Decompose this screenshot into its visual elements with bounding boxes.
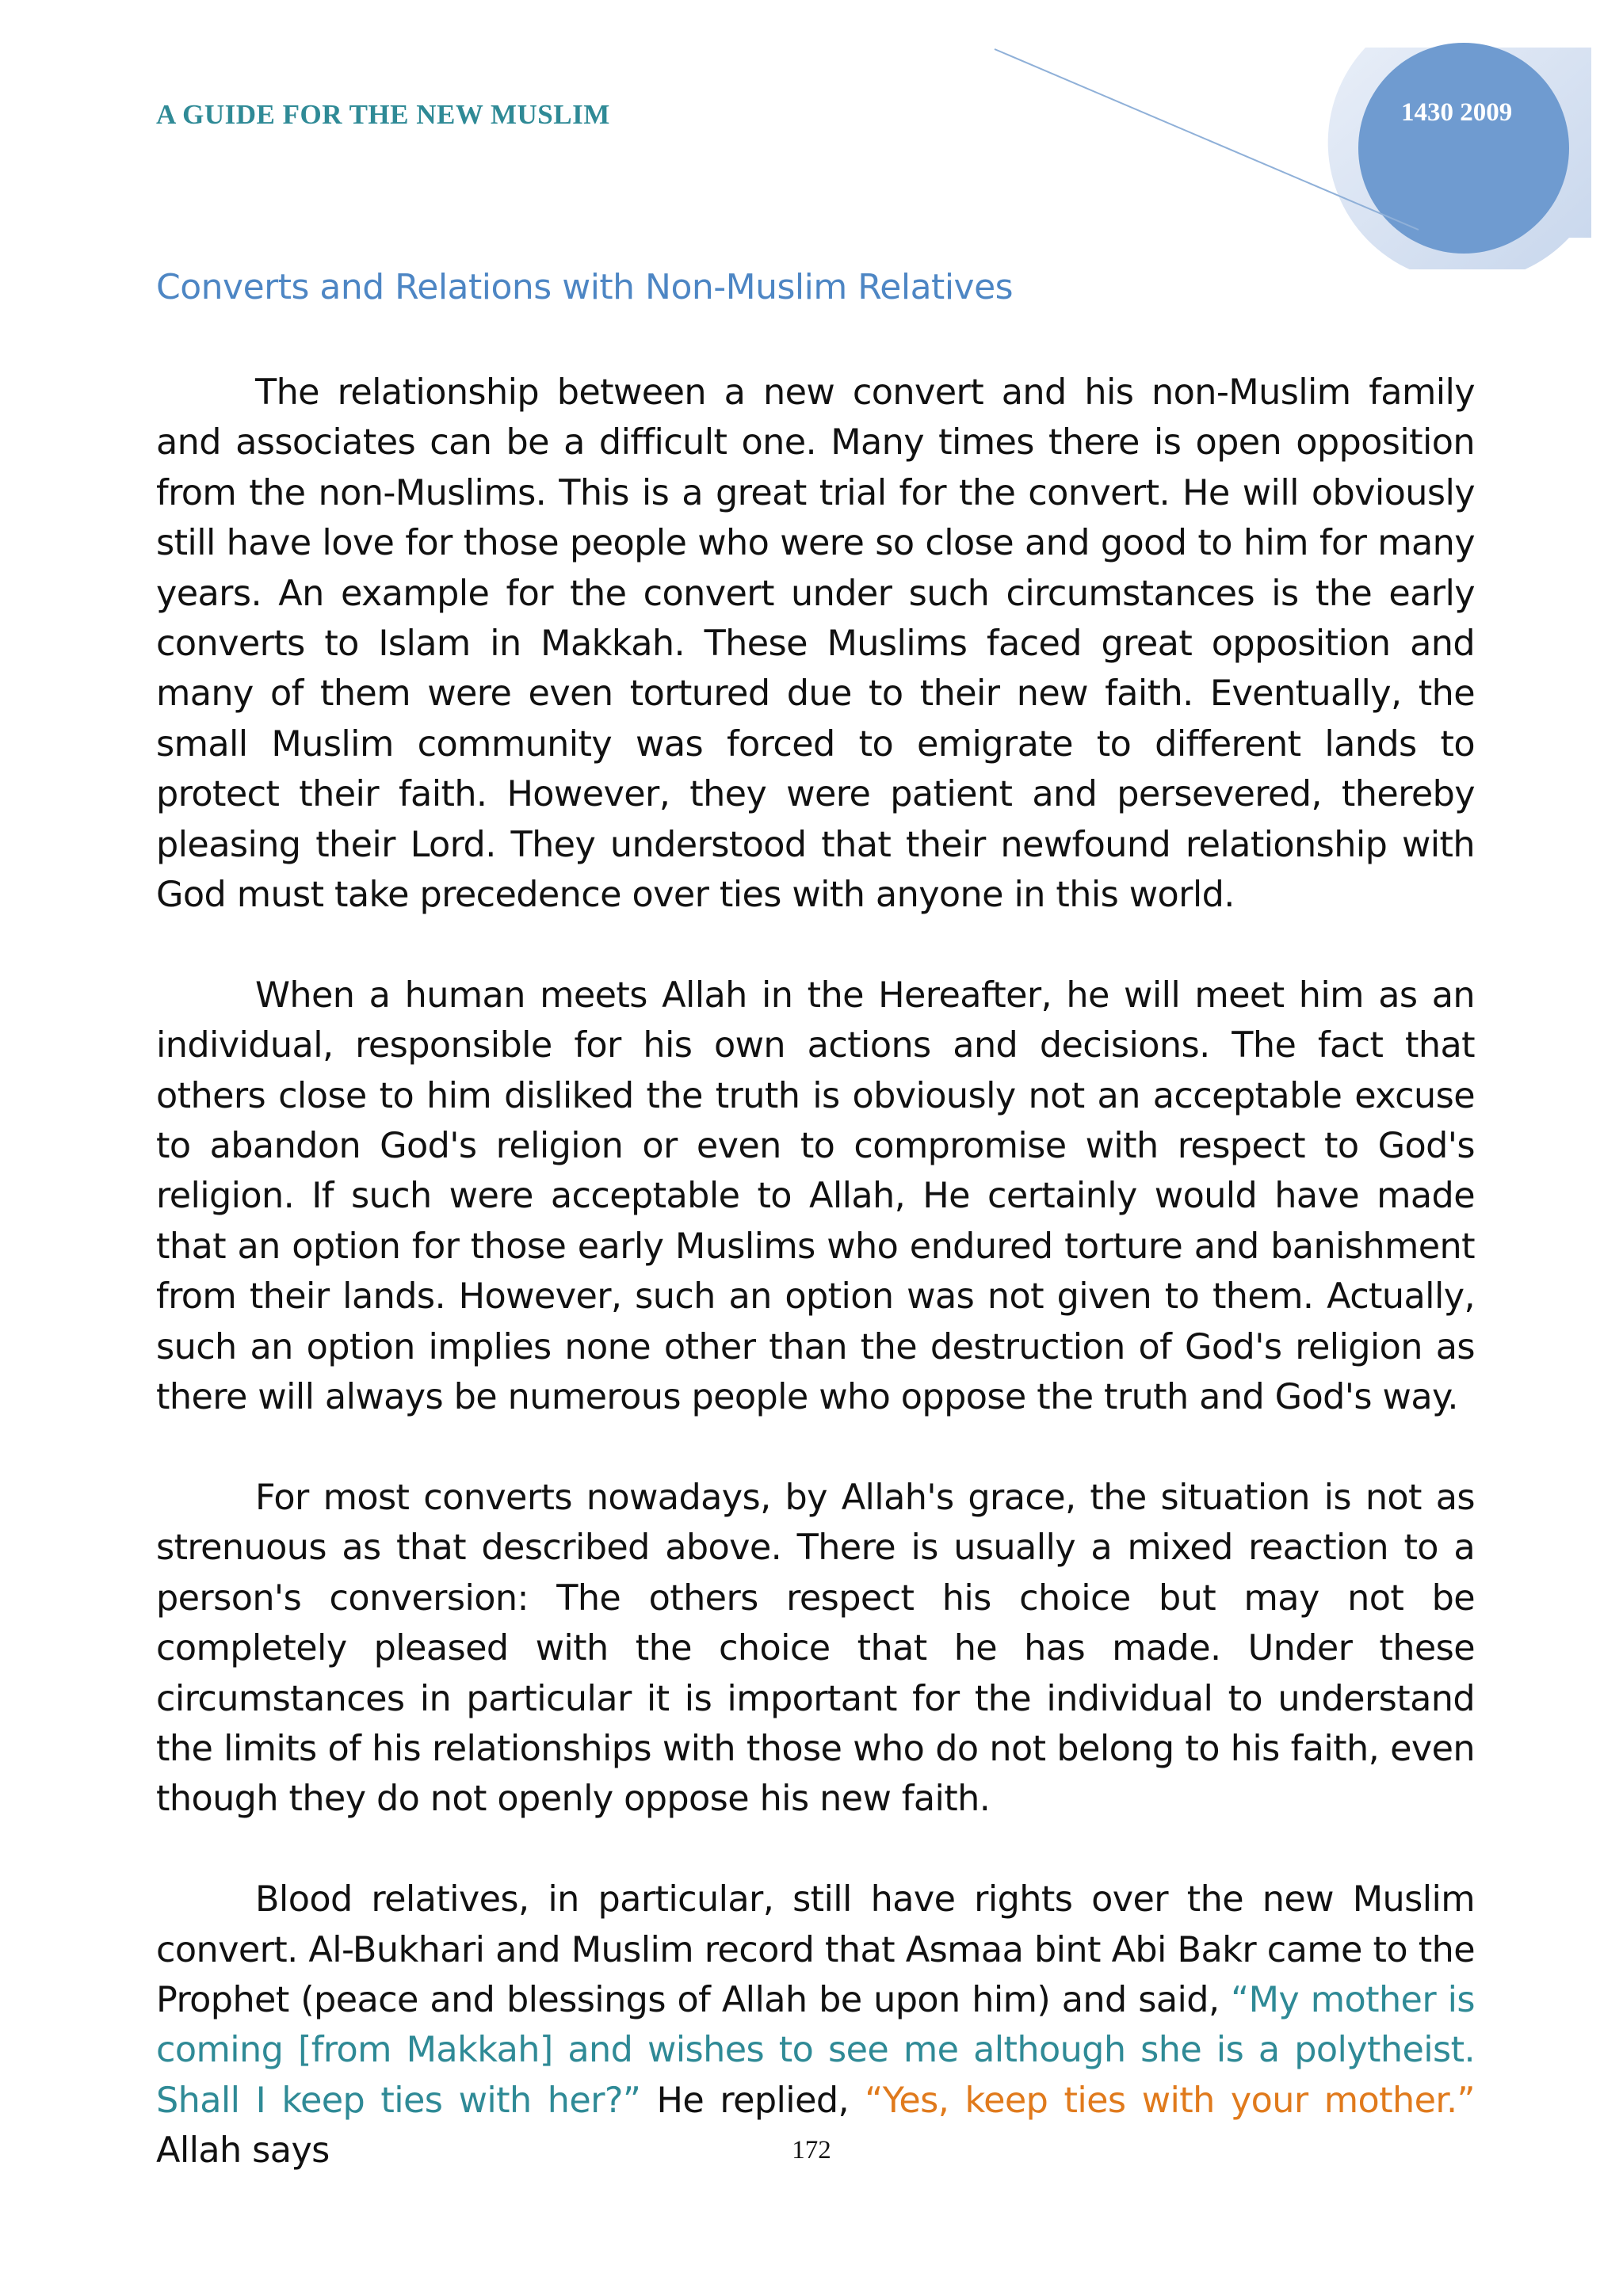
header-years: 1430 2009 bbox=[1401, 98, 1513, 127]
header-decoration bbox=[0, 0, 1623, 269]
paragraph-4-middle: He replied, bbox=[640, 2080, 865, 2121]
paragraph-4 bbox=[156, 1875, 1475, 2176]
asmaa-quote: “My mother is coming [from Makkah] and wishes to see me although she is a polytheist. Shall I keep ties with her?” bbox=[156, 1979, 1475, 2121]
paragraph-2: When a human meets Allah in the Hereafter, he will meet him as an individual, responsible for his own actions and decisions. The fact that others close to him disliked the truth is obviously not an acceptable excuse to abandon God's religion or even to compromise with respect to God's religion. If such were acceptable to Allah, He certainly would have made that an option for those early Muslims who endured torture and banishment from their lands. However, such an option was not given to them. Actually, such an option implies none other than the destruction of God's religion as there will always be numerous people who oppose the truth and God's way. bbox=[156, 974, 1475, 1418]
section-title: Converts and Relations with Non-Muslim Relatives bbox=[156, 267, 1014, 307]
prophet-quote: “Yes, keep ties with your mother.” bbox=[865, 2080, 1475, 2121]
paragraph-4-intro: Blood relatives, in particular, still have rights over the new Muslim convert. Al-Bukhari and Muslim record that Asmaa bint Abi Bakr came to the Prophet (peace and blessings of Allah be upon him) and said, bbox=[156, 1879, 1475, 2020]
decorative-circle bbox=[1358, 43, 1569, 254]
paragraph-4-ending: Allah says bbox=[156, 2130, 330, 2172]
paragraph-3: For most converts nowadays, by Allah's grace, the situation is not as strenuous as that described above. There is usually a mixed reaction to a person's conversion: The others respect his choice but may not be completely pleased with the choice that he has made. Under these circumstances in particular it is important for the individual to understand the limits of his relationships with those who do not belong to his faith, even though they do not openly oppose his new faith. bbox=[156, 1477, 1475, 1820]
body-text bbox=[156, 368, 1475, 2226]
paragraph-1: The relationship between a new convert and his non-Muslim family and associates can be a difficult one. Many times there is open opposition from the non-Muslims. This is a great trial for the convert. He will obviously still have love for those people who were so close and good to him for many years. An example for the convert under such circumstances is the early converts to Islam in Makkah. These Muslims faced great opposition and many of them were even tortured due to their new faith. Eventually, the small Muslim community was forced to emigrate to different lands to protect their faith. However, they were patient and persevered, thereby pleasing their Lord. They understood that their newfound relationship with God must take precedence over ties with anyone in this world. bbox=[156, 372, 1475, 916]
page-number: 172 bbox=[792, 2136, 831, 2164]
book-title: A GUIDE FOR THE NEW MUSLIM bbox=[156, 99, 610, 130]
